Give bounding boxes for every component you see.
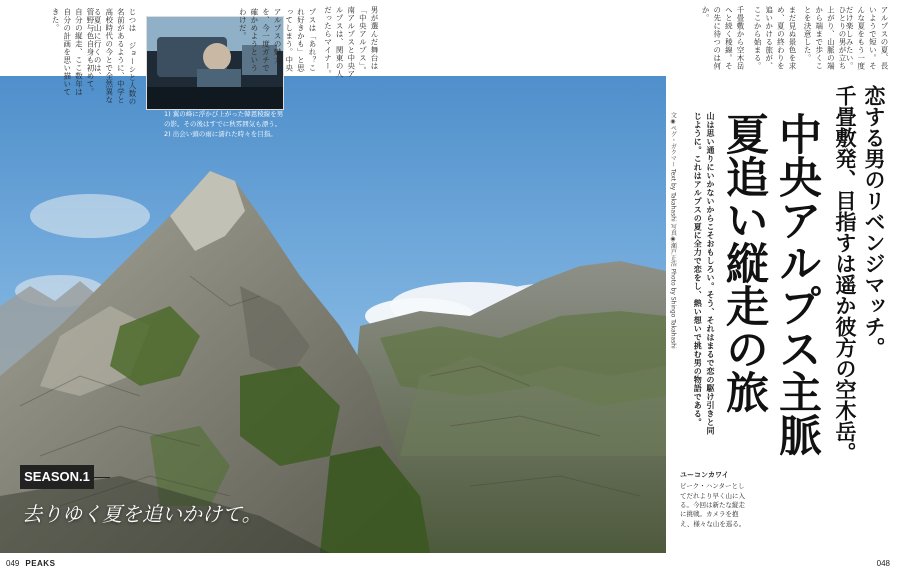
folio-brand: PEAKS xyxy=(25,559,56,568)
folio-right-number: 048 xyxy=(876,559,890,568)
lead-column-2: ひとりの男が立ち上がり、山脈の端から端まで歩くことを決意した。 xyxy=(803,6,847,70)
body-column-c: 男が選んだ舞台は「中央アルプス」。南アルプスと中央アルプスは、関東の人だったらマイナー。 xyxy=(323,6,379,78)
profile-heading: ユーコンカワイ xyxy=(680,471,729,479)
mountain-photo xyxy=(0,76,666,553)
season-tag: SEASON.1 xyxy=(20,465,94,489)
lead-column-3: まだ見ぬ景色を求め、夏の終わりを追いかける旅が、ここから始まる。 xyxy=(753,6,797,70)
lead-column-4: 千畳敷から空木岳へと続く稜線。その先に待つのは何か。 xyxy=(701,6,745,70)
folio-left-number: 049 xyxy=(6,559,20,568)
folio-right xyxy=(877,559,890,568)
main-title-2: 夏追い縦走の旅 xyxy=(719,112,769,413)
title-line-2: 千畳敷発、目指すは遥か彼方の空木岳。 xyxy=(833,85,857,463)
main-title-1: 中央アルプス主脈 xyxy=(772,112,822,456)
profile-text: ピーク・ハンターとしてだれより早く山に入る。今回は新たな縦走に挑戦。カメラを抱え、様々な山を巡る。 xyxy=(680,482,746,528)
lead-column-1: アルプスの夏、長いようで短い。そんな夏をもう一度だけ楽しみたい。 xyxy=(845,6,889,70)
body-column-b: 管野与色自身も初めて。 自分の縦走、ここ数年は自分の計画を思い描いてきた。 xyxy=(51,8,95,96)
folio-left xyxy=(6,559,55,568)
inset-caption: 1) 翼の峰に浮かび上がった韓恩稜線を男の影。その後はすでに秋雰囲気も漂う。 2) 出会い頭の雨に濡れた時々を目指。 xyxy=(164,110,284,138)
profile xyxy=(680,470,746,529)
credits: 文◉ペグ・ガクマー Text by Takahashi 写真◉瀬戸正浩 Photo by Shingo Takahashi xyxy=(669,112,677,349)
body-column-a: じつは ジョーシと人数の名前があるように、中学と高校時代の今とで全然異なる夏山に行くのは、 xyxy=(93,8,137,106)
body-column-d: プスは「あれ？これ好きかも」と思ってしまう。中央アルプスの魅力を、今一度ガチで確かめようというわけだ。 xyxy=(238,8,317,72)
intro-text: 山は思い通りにいかないからこそおもしろい。そう、それはまるで恋の駆け引きと同じように。これはアルプスの夏に全力で恋をし、熱い想いで挑む男の物語である。 xyxy=(693,112,715,435)
title-line-1: 恋する男のリベンジマッチ。 xyxy=(862,85,886,358)
season-subtitle: 去りゆく夏を追いかけて。 xyxy=(22,502,262,526)
season-tag-rule xyxy=(94,477,110,478)
